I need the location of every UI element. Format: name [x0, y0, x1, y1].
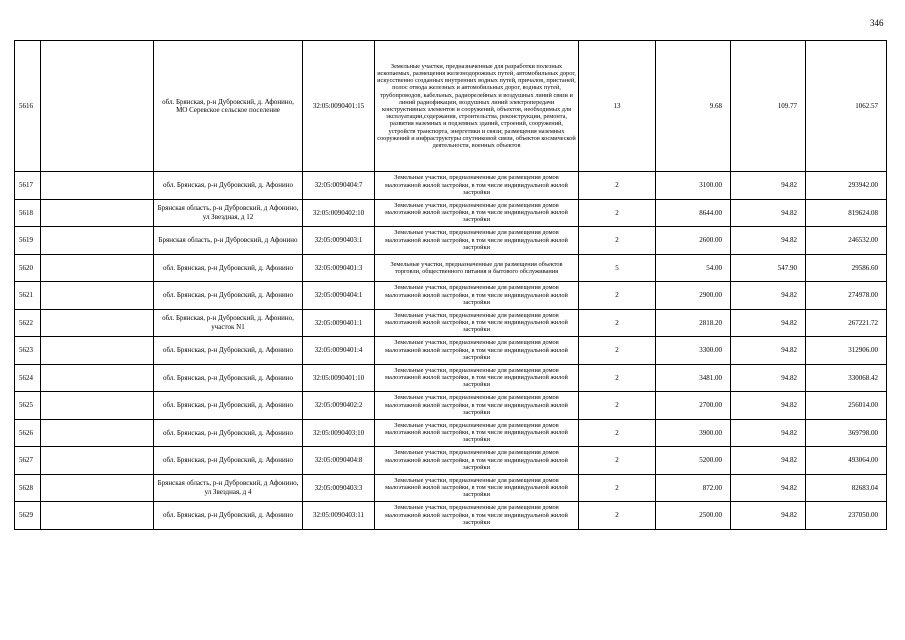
cell-use-code: 2 [579, 447, 656, 475]
cell-address: обл. Брянская, р-н Дубровский, д. Афонино, участок N1 [154, 309, 303, 337]
table-row [15, 282, 887, 310]
cell-cadastral-number: 32:05:0090403:10 [303, 419, 375, 447]
cell-row-number: 5626 [15, 419, 41, 447]
cell-row-number: 5621 [15, 282, 41, 310]
cell-cadastral-number: 32:05:0090403:3 [303, 474, 375, 502]
cell-cadastral-number: 32:05:0090404:8 [303, 447, 375, 475]
cell-cadastral-number: 32:05:0090401:1 [303, 309, 375, 337]
cell-specific-value: 94.82 [731, 227, 806, 255]
cell-land-use-purpose: Земельные участки, предназначенные для размещения домов малоэтажной жилой застройки, в том числе индивидуальной жилой застройки [375, 309, 579, 337]
cell-row-number: 5616 [15, 41, 41, 172]
cell-cadastral-value: 293942.00 [806, 172, 887, 200]
cell-use-code: 2 [579, 502, 656, 530]
cell-use-code: 2 [579, 392, 656, 420]
table-row [15, 392, 887, 420]
cell-address: обл. Брянская, р-н Дубровский, д. Афонино [154, 172, 303, 200]
cell-specific-value: 94.82 [731, 419, 806, 447]
cell-use-code: 2 [579, 227, 656, 255]
table-row [15, 364, 887, 392]
cell-cadastral-value: 369798.00 [806, 419, 887, 447]
table-row [15, 172, 887, 200]
cell-area: 8644.00 [656, 199, 731, 227]
cell-row-number: 5618 [15, 199, 41, 227]
cell-use-code: 5 [579, 254, 656, 282]
cell-cadastral-value: 256014.00 [806, 392, 887, 420]
cell-area: 2600.00 [656, 227, 731, 255]
cell-area: 872.00 [656, 474, 731, 502]
land-registry-table [14, 40, 887, 530]
cell-use-code: 2 [579, 282, 656, 310]
cell-land-use-purpose: Земельные участки, предназначенные для размещения домов малоэтажной жилой застройки, в том числе индивидуальной жилой застройки [375, 282, 579, 310]
cell-cadastral-number: 32:05:0090401:3 [303, 254, 375, 282]
cell-use-code: 2 [579, 364, 656, 392]
cell-specific-value: 94.82 [731, 364, 806, 392]
cell-empty [41, 309, 154, 337]
cell-row-number: 5628 [15, 474, 41, 502]
cell-land-use-purpose: Земельные участки, предназначенные для размещения домов малоэтажной жилой застройки, в том числе индивидуальной жилой застройки [375, 419, 579, 447]
cell-empty [41, 419, 154, 447]
table-row [15, 447, 887, 475]
cell-specific-value: 94.82 [731, 502, 806, 530]
cell-address: Брянская область, р-н Дубровский, д Афонино, ул Звездная, д 4 [154, 474, 303, 502]
cell-cadastral-value: 493064.00 [806, 447, 887, 475]
cell-use-code: 2 [579, 337, 656, 365]
table-row [15, 199, 887, 227]
page-number: 346 [870, 18, 884, 28]
cell-address: обл. Брянская, р-н Дубровский, д. Афонино [154, 337, 303, 365]
cell-empty [41, 254, 154, 282]
table-row [15, 419, 887, 447]
cell-cadastral-value: 82683.04 [806, 474, 887, 502]
cell-specific-value: 94.82 [731, 282, 806, 310]
cell-cadastral-number: 32:05:0090404:7 [303, 172, 375, 200]
cell-address: обл. Брянская, р-н Дубровский, д. Афонино [154, 447, 303, 475]
cell-cadastral-number: 32:05:0090402:10 [303, 199, 375, 227]
cell-address: обл. Брянская, р-н Дубровский, д. Афонино [154, 282, 303, 310]
cell-row-number: 5623 [15, 337, 41, 365]
cell-specific-value: 94.82 [731, 337, 806, 365]
cell-specific-value: 547.90 [731, 254, 806, 282]
cell-empty [41, 227, 154, 255]
cell-cadastral-number: 32:05:0090401:4 [303, 337, 375, 365]
table-row [15, 309, 887, 337]
cell-land-use-purpose: Земельные участки, предназначенные для разработки полезных ископаемых, размещения железнодорожных путей, автомобильных дорог, искусственно созданных внутренних водных путей, причалов, пристаней, полос отвода железных и автомобильных дорог, водных путей, трубопроводов, кабельных, радиорелейных и воздушных линий связи и линий радиофикации, воздушных линий электропередачи конструктивных элементов и сооружений, объектов, необходимых для эксплуатации,содержания, строительства, реконструкции, ремонта, развития наземных и подземных зданий, строений, сооружений, устройств транспорта, энергетики и связи; размещения наземных сооружений и инфраструктуры спутниковой связи, объектов космической деятельности, военных объектов [375, 41, 579, 172]
cell-address: обл. Брянская, р-н Дубровский, д. Афонино [154, 392, 303, 420]
cell-address: обл. Брянская, р-н Дубровский, д. Афонино [154, 419, 303, 447]
table-row [15, 227, 887, 255]
table-body [15, 41, 887, 530]
cell-area: 3900.00 [656, 419, 731, 447]
cell-row-number: 5624 [15, 364, 41, 392]
cell-land-use-purpose: Земельные участки, предназначенные для размещения домов малоэтажной жилой застройки, в том числе индивидуальной жилой застройки [375, 502, 579, 530]
cell-land-use-purpose: Земельные участки, предназначенные для размещения домов малоэтажной жилой застройки, в том числе индивидуальной жилой застройки [375, 199, 579, 227]
cell-land-use-purpose: Земельные участки, предназначенные для размещения домов малоэтажной жилой застройки, в том числе индивидуальной жилой застройки [375, 474, 579, 502]
cell-cadastral-value: 819624.08 [806, 199, 887, 227]
cell-empty [41, 392, 154, 420]
cell-land-use-purpose: Земельные участки, предназначенные для размещения домов малоэтажной жилой застройки, в том числе индивидуальной жилой застройки [375, 337, 579, 365]
cell-empty [41, 172, 154, 200]
cell-cadastral-number: 32:05:0090401:15 [303, 41, 375, 172]
table-row [15, 502, 887, 530]
cell-specific-value: 94.82 [731, 309, 806, 337]
cell-specific-value: 94.82 [731, 199, 806, 227]
cell-cadastral-value: 237050.00 [806, 502, 887, 530]
cell-land-use-purpose: Земельные участки, предназначенные для размещения домов малоэтажной жилой застройки, в том числе индивидуальной жилой застройки [375, 227, 579, 255]
cell-row-number: 5620 [15, 254, 41, 282]
cell-specific-value: 94.82 [731, 474, 806, 502]
cell-address: Брянская область, р-н Дубровский, д Афонино [154, 227, 303, 255]
cell-address: обл. Брянская, р-н Дубровский, д. Афонино [154, 364, 303, 392]
cell-cadastral-value: 312906.00 [806, 337, 887, 365]
cell-specific-value: 94.82 [731, 172, 806, 200]
cell-area: 9.68 [656, 41, 731, 172]
cell-empty [41, 502, 154, 530]
cell-cadastral-value: 330068.42 [806, 364, 887, 392]
table-row [15, 41, 887, 172]
cell-land-use-purpose: Земельные участки, предназначенные для размещения домов малоэтажной жилой застройки, в том числе индивидуальной жилой застройки [375, 364, 579, 392]
cell-area: 2700.00 [656, 392, 731, 420]
cell-cadastral-number: 32:05:0090404:1 [303, 282, 375, 310]
cell-empty [41, 41, 154, 172]
cell-use-code: 2 [579, 419, 656, 447]
cell-cadastral-value: 274978.00 [806, 282, 887, 310]
cell-cadastral-value: 1062.57 [806, 41, 887, 172]
cell-row-number: 5629 [15, 502, 41, 530]
cell-specific-value: 109.77 [731, 41, 806, 172]
cell-cadastral-value: 246532.00 [806, 227, 887, 255]
cell-area: 3100.00 [656, 172, 731, 200]
cell-empty [41, 447, 154, 475]
cell-specific-value: 94.82 [731, 392, 806, 420]
cell-cadastral-number: 32:05:0090402:2 [303, 392, 375, 420]
cell-address: обл. Брянская, р-н Дубровский, д. Афонино [154, 254, 303, 282]
cell-area: 2818.20 [656, 309, 731, 337]
cell-row-number: 5619 [15, 227, 41, 255]
cell-row-number: 5625 [15, 392, 41, 420]
cell-area: 3300.00 [656, 337, 731, 365]
cell-row-number: 5617 [15, 172, 41, 200]
cell-use-code: 2 [579, 199, 656, 227]
cell-cadastral-number: 32:05:0090401:10 [303, 364, 375, 392]
cell-empty [41, 474, 154, 502]
cell-area: 5200.00 [656, 447, 731, 475]
cell-area: 2500.00 [656, 502, 731, 530]
cell-use-code: 2 [579, 172, 656, 200]
cell-area: 54.00 [656, 254, 731, 282]
cell-cadastral-number: 32:05:0090403:11 [303, 502, 375, 530]
table-row [15, 337, 887, 365]
cell-empty [41, 199, 154, 227]
cell-use-code: 2 [579, 309, 656, 337]
cell-row-number: 5622 [15, 309, 41, 337]
table-row [15, 474, 887, 502]
cell-empty [41, 282, 154, 310]
cell-land-use-purpose: Земельные участки, предназначенные для размещения домов малоэтажной жилой застройки, в том числе индивидуальной жилой застройки [375, 172, 579, 200]
cell-land-use-purpose: Земельные участки, предназначенные для размещения домов малоэтажной жилой застройки, в том числе индивидуальной жилой застройки [375, 392, 579, 420]
cell-address: обл. Брянская, р-н Дубровский, д. Афонино [154, 502, 303, 530]
cell-specific-value: 94.82 [731, 447, 806, 475]
cell-use-code: 2 [579, 474, 656, 502]
cell-land-use-purpose: Земельные участки, предназначенные для размещения домов малоэтажной жилой застройки, в том числе индивидуальной жилой застройки [375, 447, 579, 475]
cell-empty [41, 337, 154, 365]
cell-cadastral-value: 29586.60 [806, 254, 887, 282]
cell-use-code: 13 [579, 41, 656, 172]
table-row [15, 254, 887, 282]
cell-address: Брянская область, р-н Дубровский, д Афонино, ул Звездная, д 12 [154, 199, 303, 227]
cell-row-number: 5627 [15, 447, 41, 475]
cell-land-use-purpose: Земельные участки, предназначенные для размещения объектов торговли, общественного питания и бытового обслуживания [375, 254, 579, 282]
cell-cadastral-number: 32:05:0090403:1 [303, 227, 375, 255]
cell-area: 3481.00 [656, 364, 731, 392]
cell-cadastral-value: 267221.72 [806, 309, 887, 337]
cell-area: 2900.00 [656, 282, 731, 310]
cell-empty [41, 364, 154, 392]
cell-address: обл. Брянская, р-н Дубровский, д. Афонино, МО Серевское сельское поселение [154, 41, 303, 172]
